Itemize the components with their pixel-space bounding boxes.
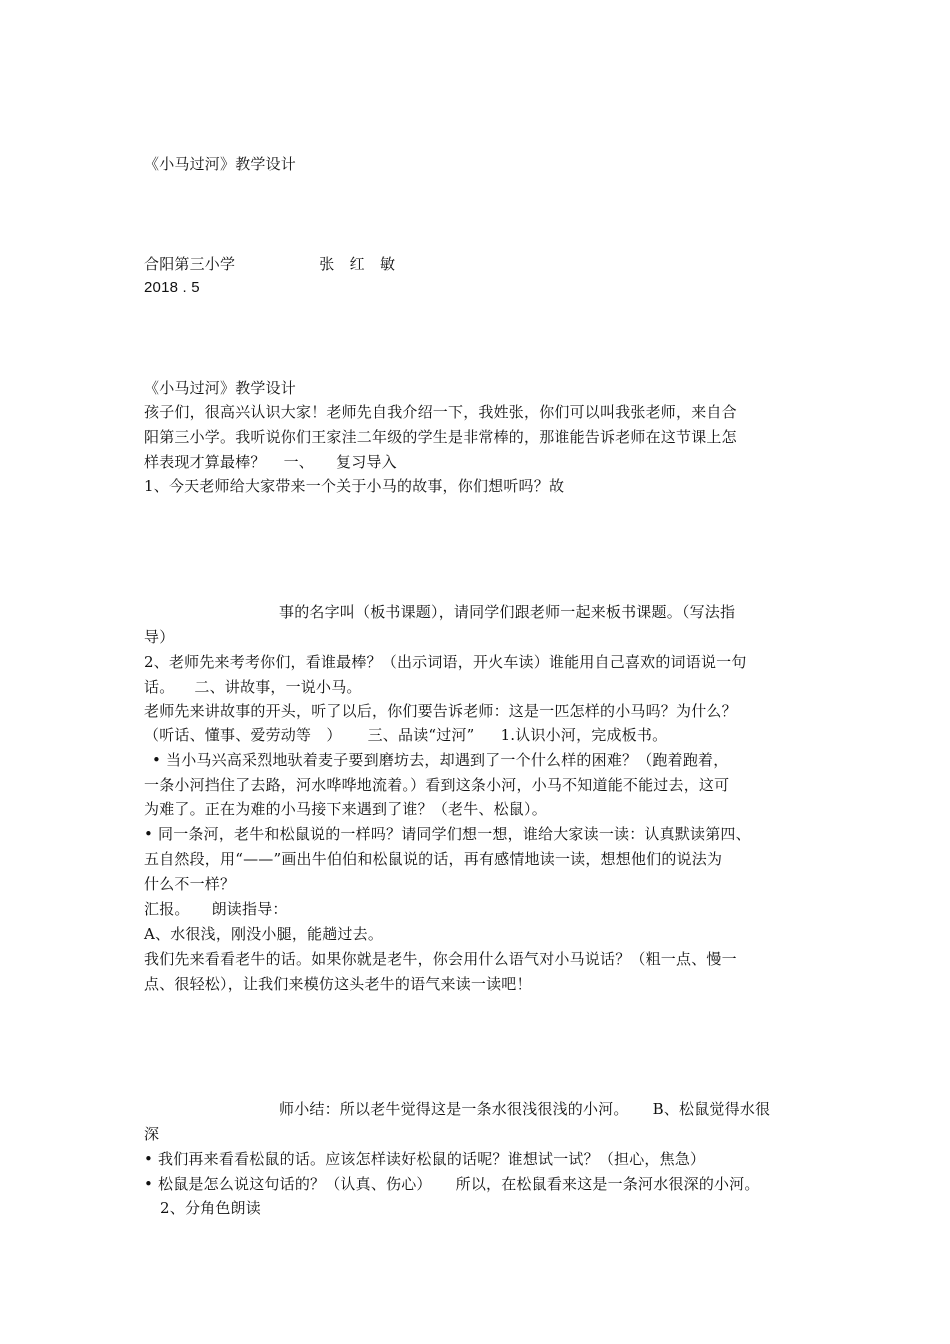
bullet-line: • 我们再来看看松鼠的话。应该怎样读好松鼠的话呢？谁想试一试？（担心，焦急） — [144, 1150, 706, 1168]
cover-byline — [144, 252, 814, 276]
cover-date: 2018 . 5 — [144, 279, 200, 296]
paragraph-line — [144, 675, 814, 699]
paragraph-line: 1、今天老师给大家带来一个关于小马的故事，你们想听吗？故 — [144, 477, 565, 495]
text-run: 所以，在松鼠看来这是一条河水很深的小河。 — [455, 1175, 760, 1193]
section-number: 一、 — [283, 453, 315, 471]
paragraph-line: 2、老师先来考考你们，看谁最棒？（出示词语，开火车读）谁能用自己喜欢的词语说一句 — [144, 653, 747, 671]
paragraph-line: 导） — [144, 628, 175, 646]
paragraph-line: 我们先来看看老牛的话。如果你就是老牛，你会用什么语气对小马说话？（粗一点、慢一 — [144, 950, 737, 968]
section-heading: 三、品读“过河” — [367, 726, 475, 744]
body-title: 《小马过河》教学设计 — [144, 379, 297, 397]
text-run: 汇报。 — [144, 900, 190, 918]
paragraph-line: 阳第三小学。我听说你们王家洼二年级的学生是非常棒的，那谁能告诉老师在这节课上怎 — [144, 428, 737, 446]
paragraph-line: 深 — [144, 1125, 160, 1143]
cover-title: 《小马过河》教学设计 — [144, 155, 297, 173]
bullet-line: • 同一条河，老牛和松鼠说的一样吗？请同学们想一想，谁给大家读一读：认真默读第四、 — [144, 825, 751, 843]
paragraph-line — [144, 897, 814, 921]
paragraph-line: 事的名字叫（板书课题），请同学们跟老师一起来板书课题。（写法指 — [279, 603, 736, 621]
bullet-line: • 当小马兴高采烈地驮着麦子要到磨坊去，却遇到了一个什么样的困难？（跑着跑着， — [152, 751, 729, 769]
paragraph-line: 点、很轻松），让我们来模仿这头老牛的语气来读一读吧！ — [144, 975, 532, 993]
sub-heading: 朗读指导： — [211, 900, 288, 918]
paragraph-line: 2、分角色朗读 — [160, 1199, 261, 1217]
bullet-line — [144, 1172, 814, 1196]
paragraph-line: 老师先来讲故事的开头，听了以后，你们要告诉老师：这是一匹怎样的小马吗？为什么？ — [144, 702, 737, 720]
text-run: • 松鼠是怎么说这句话的？（认真、伤心） — [144, 1175, 432, 1193]
cover-school: 合阳第三小学 — [144, 255, 236, 273]
paragraph-line — [279, 1097, 819, 1121]
text-run: 话。 — [144, 678, 175, 696]
section-heading: 复习导入 — [336, 453, 397, 471]
paragraph-line: 为难了。正在为难的小马接下来遇到了谁？（老牛、松鼠）。 — [144, 800, 547, 818]
section-heading: 二、讲故事，一说小马。 — [194, 678, 362, 696]
text-run: B、松鼠觉得水很 — [652, 1100, 771, 1118]
paragraph-line: A、水很浅，刚没小腿，能趟过去。 — [144, 925, 384, 943]
cover-author: 张 红 敏 — [319, 255, 396, 273]
paragraph-line: 五自然段，用“——”画出牛伯伯和松鼠说的话，再有感情地读一读，想想他们的说法为 — [144, 850, 723, 868]
text-run: 师小结：所以老牛觉得这是一条水很浅很浅的小河。 — [279, 1100, 629, 1118]
text-run: 样表现才算最棒？ — [144, 453, 266, 471]
paragraph-line: 什么不一样？ — [144, 875, 236, 893]
sub-heading: 1.认识小河，完成板书。 — [500, 726, 668, 744]
paragraph-line — [144, 723, 814, 747]
paragraph-line — [144, 450, 814, 474]
text-run: （听话、懂事、爱劳动等 ） — [144, 726, 342, 744]
paragraph-line: 孩子们，很高兴认识大家！老师先自我介绍一下，我姓张，你们可以叫我张老师，来自合 — [144, 403, 737, 421]
paragraph-line: 一条小河挡住了去路，河水哗哗地流着。）看到这条小河，小马不知道能不能过去，这可 — [144, 776, 730, 794]
